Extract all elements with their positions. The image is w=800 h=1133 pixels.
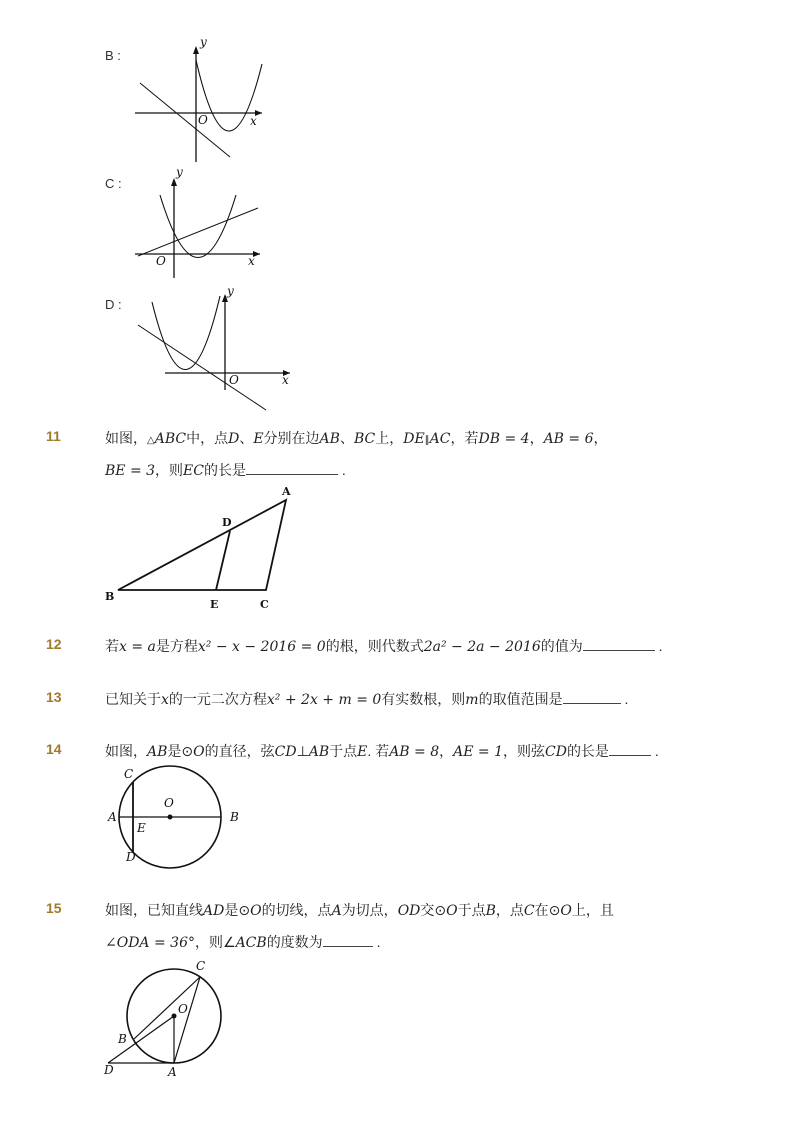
graph-c-x: x: [248, 254, 255, 268]
q15-text-line1: 如图，已知直线AD是⊙O的切线，点A为切点，OD交⊙O于点B，点C在⊙O上，且: [105, 902, 614, 919]
q15-label-o: O: [178, 1002, 188, 1016]
graph-c-o: O: [156, 254, 166, 268]
graph-b-o: O: [198, 113, 208, 127]
q12-number: 12: [46, 636, 62, 652]
graph-d-x: x: [282, 373, 289, 387]
graph-b-y: y: [200, 35, 207, 49]
q11-label-c: C: [260, 598, 269, 611]
q11-label-d: D: [222, 516, 232, 529]
q15-label-c: C: [196, 959, 206, 973]
q14-label-e: E: [137, 821, 146, 835]
q15-label-b: B: [118, 1032, 127, 1046]
q13-number: 13: [46, 689, 62, 705]
q14-text: 如图，AB是⊙O的直径，弦CD⊥AB于点E. 若AB = 8，AE = 1，则弦CD的长是 .: [105, 743, 659, 760]
q14-label-c: C: [124, 767, 134, 781]
q14-label-o: O: [164, 796, 174, 810]
q15-text-line2: ∠ODA = 36°，则∠ACB的度数为 .: [105, 934, 381, 951]
q15-label-d: D: [104, 1063, 114, 1077]
q15-label-a: A: [168, 1065, 177, 1079]
graph-d-y: y: [227, 284, 234, 298]
graph-d-o: O: [229, 373, 239, 387]
q13-text: 已知关于x的一元二次方程x² + 2x + m = 0有实数根，则m的取值范围是 .: [105, 691, 629, 708]
q11-label-b: B: [105, 590, 115, 603]
q12-text: 若x = a是方程x² − x − 2016 = 0的根，则代数式2a² − 2a − 2016的值为 .: [105, 638, 663, 655]
graph-c-y: y: [176, 165, 183, 179]
q11-label-a: A: [282, 485, 291, 498]
q14-label-b: B: [230, 810, 239, 824]
q11-text-line1: 如图，△ABC中，点D、E分别在边AB、BC上，DE∥AC，若DB = 4，AB = 6，: [105, 430, 608, 447]
option-b-label: B :: [105, 48, 121, 63]
option-c-label: C :: [105, 176, 122, 191]
q15-center-dot: [172, 1014, 177, 1019]
q14-label-a: A: [108, 810, 117, 824]
q11-label-e: E: [210, 598, 219, 611]
q14-label-d: D: [126, 850, 136, 864]
option-d-label: D :: [105, 297, 122, 312]
q14-number: 14: [46, 741, 62, 757]
q15-number: 15: [46, 900, 62, 916]
q11-number: 11: [46, 428, 61, 444]
graph-b-x: x: [250, 114, 257, 128]
q11-text-line2: BE = 3，则EC的长是 .: [105, 462, 346, 479]
